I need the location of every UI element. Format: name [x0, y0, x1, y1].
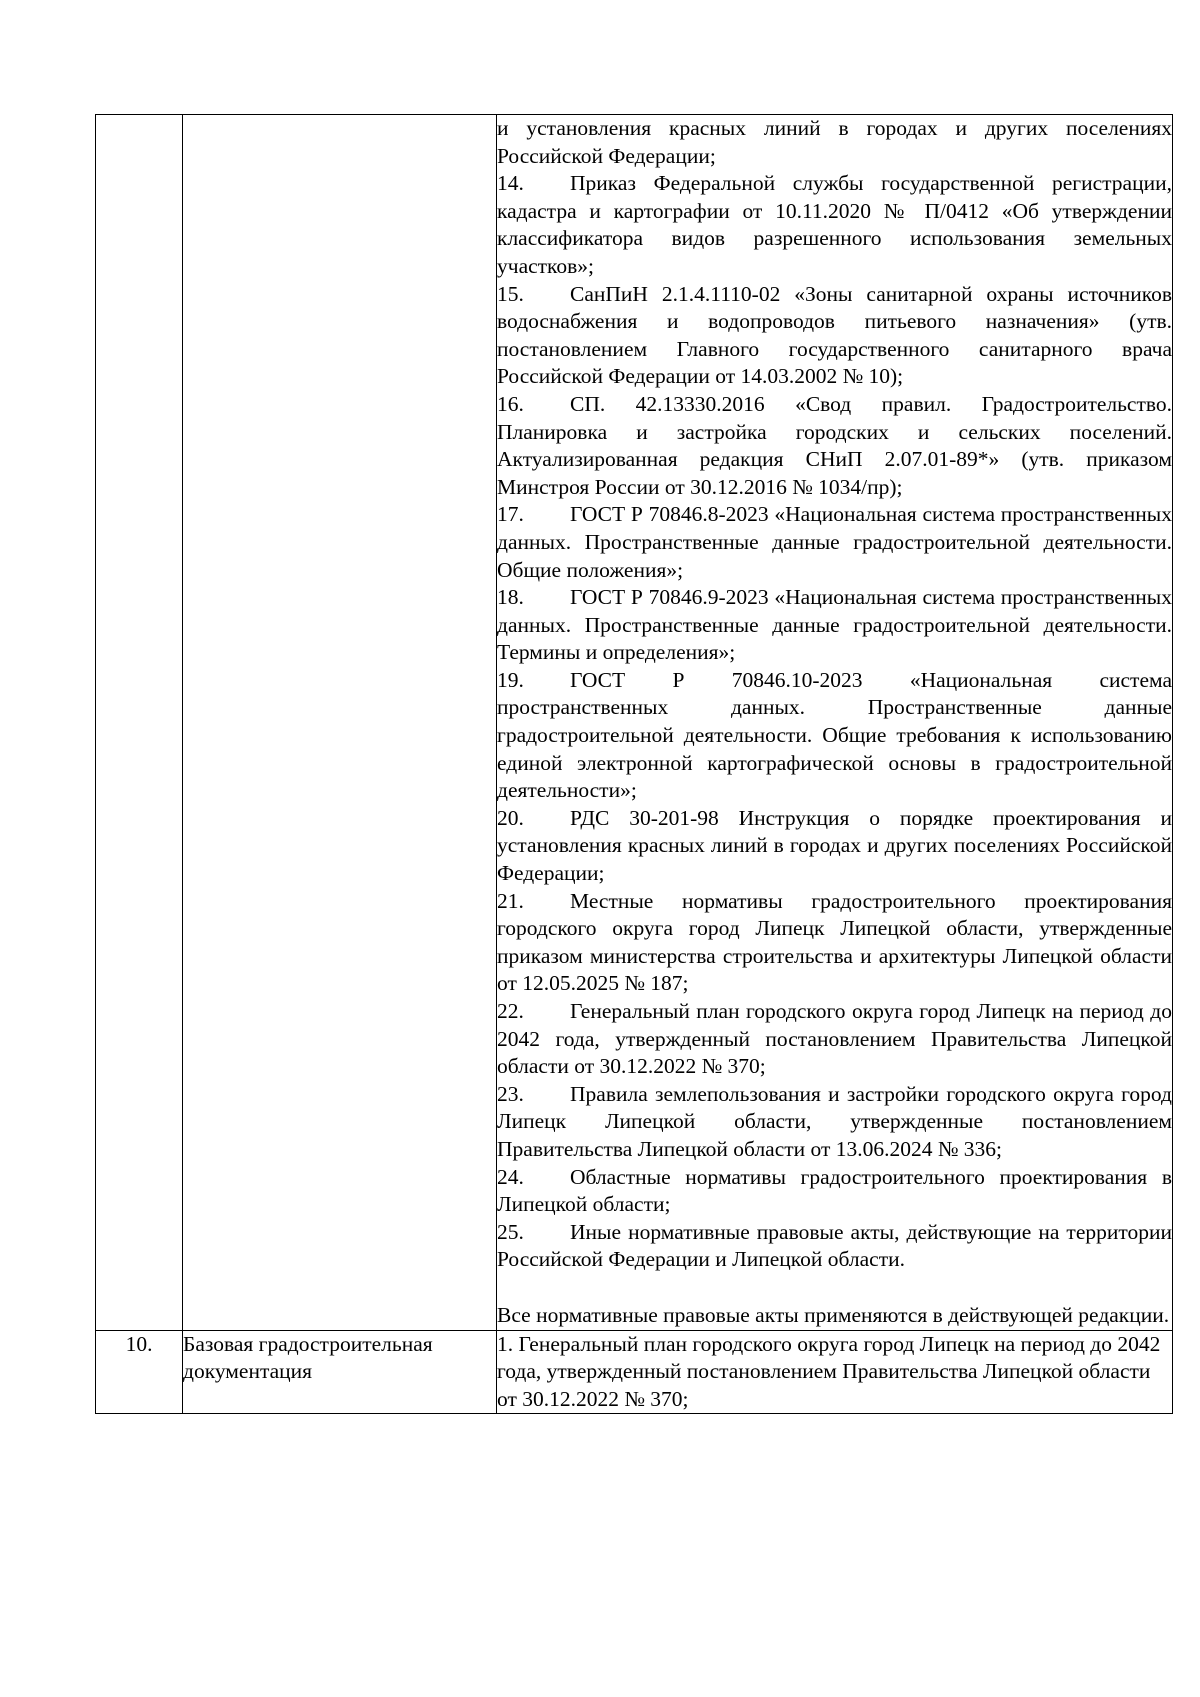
table-row-10	[96, 1330, 1173, 1414]
list-item-text: ГОСТ Р 70846.8-2023 «Национальная система пространственных данных. Пространственные данные градостроительной деятельности. Общие положения»;	[497, 502, 1172, 582]
paragraph-spacer	[497, 1274, 1172, 1302]
list-item-number: 18.	[497, 585, 524, 610]
list-item-number: 16.	[497, 391, 524, 416]
list-item-24	[497, 1164, 1172, 1219]
list-item-text: РДС 30-201-98 Инструкция о порядке проектирования и установления красных линий в городах и других поселениях Российской Федерации;	[497, 805, 1172, 886]
list-item-text: СанПиН 2.1.4.1110-02 «Зоны санитарной охраны источников водоснабжения и водопроводов питьевого назначения» (утв. постановлением Главного государственного санитарного врача Российской Федерации от 14.03.2002 № 10);	[497, 281, 1172, 389]
row-number-cell: 10.	[96, 1330, 183, 1414]
list-item-number: 25.	[497, 1219, 524, 1244]
list-item-number: 20.	[497, 805, 524, 830]
list-item-number: 14.	[497, 171, 524, 196]
row-number-cell	[96, 115, 183, 1331]
list-item-number: 23.	[497, 1081, 524, 1106]
continuation-text: и установления красных линий в городах и других поселениях Российской Федерации;	[497, 116, 1172, 168]
table-row-continuation	[96, 115, 1173, 1331]
row-content-cell: 1. Генеральный план городского округа город Липецк на период до 2042 года, утвержденный постановлением Правительства Липецкой области от 30.12.2022 № 370;	[497, 1330, 1173, 1414]
list-item-number: 22.	[497, 999, 524, 1023]
list-item-text: Иные нормативные правовые акты, действующие на территории Российской Федерации и Липецкой области.	[497, 1219, 1172, 1272]
list-item-text: ГОСТ Р 70846.10-2023 «Национальная система пространственных данных. Пространственные данные градостроительной деятельности. Общие требования к использованию единой электронной картографической основы в градостроительной деятельности»;	[497, 667, 1172, 803]
list-item-text: Областные нормативы градостроительного проектирования в Липецкой области;	[497, 1164, 1172, 1217]
list-item-number: 24.	[497, 1164, 524, 1189]
list-item-text: Правила землепользования и застройки городского округа город Липецк Липецкой области, утвержденные постановлением Правительства Липецкой области от 13.06.2024 № 336;	[497, 1081, 1172, 1161]
list-item-14	[497, 170, 1172, 280]
list-item-18	[497, 584, 1172, 667]
list-item-20	[497, 805, 1172, 888]
list-item-text: ГОСТ Р 70846.9-2023 «Национальная система пространственных данных. Пространственные данные градостроительной деятельности. Термины и определения»;	[497, 585, 1172, 665]
list-item-21	[497, 888, 1172, 998]
list-item-25	[497, 1219, 1172, 1274]
list-item-number: 15.	[497, 281, 524, 306]
list-item-17	[497, 501, 1172, 584]
list-item-number: 17.	[497, 502, 524, 527]
list-item-number: 21.	[497, 888, 524, 913]
list-item-text: СП. 42.13330.2016 «Свод правил. Градостроительство. Планировка и застройка городских и сельских поселений. Актуализированная редакция СНиП 2.07.01-89*» (утв. приказом Минстроя России от 30.12.2016 № 1034/пр);	[497, 391, 1172, 499]
list-item-text: Приказ Федеральной службы государственной регистрации, кадастра и картографии от 10.11.2020 № П/0412 «Об утверждении классификатора видов разрешенного использования земельных участков»;	[497, 171, 1172, 278]
list-item-text: Генеральный план городского округа город Липецк на период до 2042 года, утвержденный постановлением Правительства Липецкой области от 30.12.2022 № 370;	[497, 999, 1172, 1079]
list-item-22	[497, 998, 1172, 1081]
row-label-cell	[183, 115, 497, 1331]
row-label-cell: Базовая градостроительная документация	[183, 1330, 497, 1414]
list-item-19	[497, 667, 1172, 805]
list-item-16	[497, 391, 1172, 501]
list-item-text: Местные нормативы градостроительного проектирования городского округа город Липецк Липецкой области, утвержденные приказом министерства строительства и архитектуры Липецкой области от 12.05.2025 № 187;	[497, 888, 1172, 996]
regulations-list-cell	[497, 115, 1173, 1331]
list-item-23	[497, 1081, 1172, 1164]
requirements-table	[95, 114, 1173, 1414]
list-item-number: 19.	[497, 667, 524, 692]
list-item-15	[497, 281, 1172, 391]
edition-note: Все нормативные правовые акты применяются в действующей редакции.	[497, 1302, 1170, 1327]
